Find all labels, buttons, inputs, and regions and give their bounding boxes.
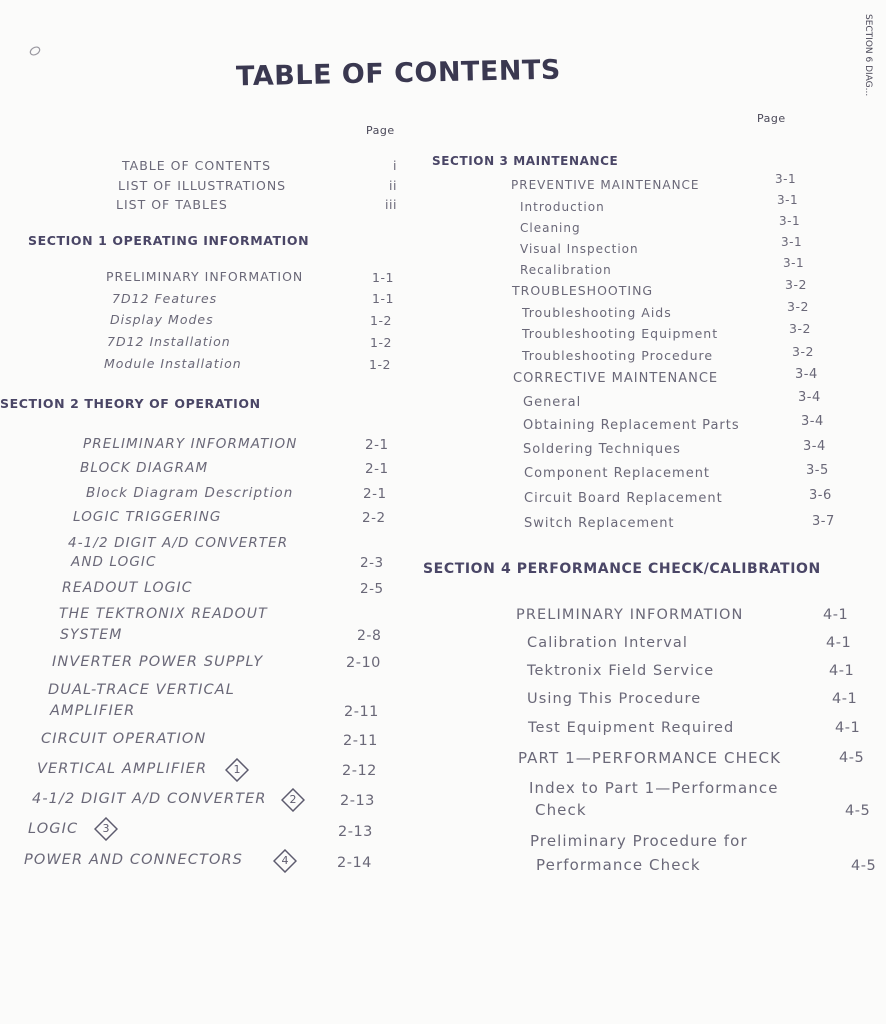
toc-entry-label: Cleaning	[520, 221, 581, 235]
toc-entry-label: General	[523, 395, 582, 410]
toc-entry-label: Module Installation	[104, 356, 242, 371]
page-column-header: Page	[366, 124, 395, 137]
toc-entry-label: Visual Inspection	[520, 242, 639, 256]
toc-entry-page: 3-2	[787, 299, 809, 314]
schematic-number-badge	[281, 788, 305, 812]
toc-entry-page: 3-1	[779, 214, 801, 228]
toc-entry-label: Preliminary Procedure for	[530, 832, 748, 850]
toc-entry-page: 2-11	[343, 733, 378, 749]
toc-entry-page: 4-1	[835, 720, 861, 736]
toc-entry-page: 4-5	[845, 803, 871, 819]
toc-entry-label: Switch Replacement	[524, 516, 675, 531]
toc-entry-page: 3-4	[795, 367, 818, 382]
toc-entry-label: 7D12 Installation	[107, 334, 231, 349]
toc-entry-label: 7D12 Features	[112, 291, 218, 306]
toc-entry-label-cont: Performance Check	[536, 856, 701, 874]
toc-entry-label: VERTICAL AMPLIFIER	[37, 761, 208, 777]
toc-entry-page: 2-1	[365, 437, 389, 453]
toc-entry-label: BLOCK DIAGRAM	[80, 460, 209, 476]
toc-entry-page: 2-10	[346, 655, 381, 671]
toc-entry-label: PRELIMINARY INFORMATION	[106, 269, 304, 284]
toc-entry-page: 2-14	[337, 855, 372, 871]
toc-entry-label: 4-1/2 DIGIT A/D CONVERTER	[68, 535, 289, 551]
badge-number: 4	[281, 854, 289, 867]
toc-entry-label: Index to Part 1—Performance	[529, 779, 779, 797]
section-4-heading: SECTION 4 PERFORMANCE CHECK/CALIBRATION	[423, 561, 821, 577]
toc-entry-page: 1-2	[370, 335, 392, 350]
toc-entry-page: 2-3	[360, 555, 384, 571]
toc-entry-label-cont: AMPLIFIER	[50, 703, 136, 719]
toc-entry-label: Display Modes	[110, 312, 214, 327]
toc-entry-label: Component Replacement	[524, 466, 711, 481]
toc-entry-page: 2-13	[338, 824, 373, 840]
section-3-heading: SECTION 3 MAINTENANCE	[432, 154, 619, 168]
toc-entry-label: Block Diagram Description	[86, 485, 294, 501]
toc-entry-label: CORRECTIVE MAINTENANCE	[513, 371, 719, 386]
schematic-number-badge	[225, 758, 249, 782]
pencil-mark	[28, 46, 42, 56]
toc-entry-page: i	[393, 158, 397, 173]
badge-number: 2	[289, 793, 297, 806]
toc-entry-page: 2-13	[340, 793, 375, 809]
toc-entry-label: PREVENTIVE MAINTENANCE	[511, 178, 700, 192]
toc-entry-label: LIST OF ILLUSTRATIONS	[118, 178, 287, 193]
toc-entry-page: 2-1	[365, 461, 389, 477]
toc-entry-page: 3-1	[783, 256, 805, 270]
toc-entry-page: iii	[385, 197, 397, 212]
toc-entry-page: 3-1	[777, 193, 799, 207]
toc-entry-page: 4-1	[829, 663, 855, 679]
page-column-header: Page	[757, 112, 786, 125]
toc-entry-page: 1-2	[370, 313, 392, 328]
toc-entry-label: Calibration Interval	[527, 635, 689, 651]
toc-entry-label: PRELIMINARY INFORMATION	[83, 436, 298, 452]
toc-entry-page: 3-1	[775, 172, 797, 186]
toc-entry-label: Troubleshooting Procedure	[522, 348, 714, 363]
toc-entry-page: 1-1	[372, 270, 394, 285]
toc-entry-label: Troubleshooting Equipment	[522, 326, 719, 341]
toc-entry-label: Soldering Techniques	[523, 442, 681, 457]
toc-entry-page: 2-11	[344, 704, 379, 720]
toc-entry-label: Troubleshooting Aids	[522, 305, 672, 320]
toc-entry-label: CIRCUIT OPERATION	[41, 731, 207, 747]
toc-entry-label: POWER AND CONNECTORS	[24, 852, 243, 868]
toc-entry-page: 3-2	[789, 321, 811, 336]
toc-entry-label: PRELIMINARY INFORMATION	[516, 607, 744, 623]
toc-entry-page: 3-2	[785, 277, 807, 292]
toc-entry-page: ii	[389, 178, 397, 193]
section-side-tab: SECTION 6 DIAG...	[863, 14, 873, 97]
toc-entry-page: 3-2	[792, 344, 814, 359]
toc-entry-page: 4-1	[826, 635, 852, 651]
toc-entry-page: 4-5	[839, 750, 865, 766]
toc-entry-label: LOGIC	[28, 821, 79, 837]
toc-entry-label-cont: Check	[535, 801, 587, 819]
toc-entry-label: Using This Procedure	[527, 691, 702, 707]
page-title: TABLE OF CONTENTS	[235, 54, 562, 93]
toc-entry-label: TROUBLESHOOTING	[512, 283, 654, 298]
toc-entry-page: 2-8	[357, 628, 382, 644]
schematic-number-badge	[94, 817, 118, 841]
toc-entry-page: 2-1	[363, 486, 387, 502]
badge-number: 1	[233, 763, 241, 776]
toc-entry-page: 4-1	[832, 691, 858, 707]
toc-entry-page: 3-5	[806, 463, 829, 478]
toc-entry-label: THE TEKTRONIX READOUT	[59, 606, 268, 622]
badge-number: 3	[102, 822, 110, 835]
toc-entry-label: Recalibration	[520, 263, 612, 277]
section-1-heading: SECTION 1 OPERATING INFORMATION	[28, 233, 310, 248]
schematic-number-badge	[273, 849, 297, 873]
toc-entry-page: 3-6	[809, 488, 832, 503]
toc-entry-page: 3-4	[798, 390, 821, 405]
toc-entry-label: LOGIC TRIGGERING	[73, 509, 222, 525]
toc-entry-label: 4-1/2 DIGIT A/D CONVERTER	[32, 791, 267, 807]
toc-entry-label: Circuit Board Replacement	[524, 491, 723, 506]
toc-entry-page: 2-2	[362, 510, 386, 526]
toc-entry-page: 1-2	[369, 357, 391, 372]
toc-entry-page: 2-5	[360, 581, 384, 597]
toc-entry-label: TABLE OF CONTENTS	[122, 158, 272, 173]
toc-entry-label: Introduction	[520, 200, 605, 214]
toc-entry-label: DUAL-TRACE VERTICAL	[48, 682, 235, 698]
toc-entry-page: 1-1	[372, 291, 394, 306]
toc-entry-label-cont: AND LOGIC	[71, 554, 157, 570]
toc-entry-page: 4-5	[851, 858, 877, 874]
toc-entry-page: 2-12	[342, 763, 377, 779]
toc-entry-label: PART 1—PERFORMANCE CHECK	[518, 749, 782, 767]
toc-entry-page: 3-4	[801, 414, 824, 429]
toc-entry-label: READOUT LOGIC	[62, 580, 193, 596]
section-2-heading: SECTION 2 THEORY OF OPERATION	[0, 396, 261, 411]
toc-entry-page: 3-1	[781, 235, 803, 249]
toc-entry-label: Test Equipment Required	[528, 720, 735, 736]
toc-entry-page: 3-4	[803, 439, 826, 454]
toc-entry-label: Tektronix Field Service	[527, 663, 715, 679]
toc-entry-label: LIST OF TABLES	[116, 197, 228, 212]
toc-entry-page: 3-7	[812, 514, 835, 529]
toc-entry-label: INVERTER POWER SUPPLY	[52, 654, 264, 670]
toc-entry-page: 4-1	[823, 607, 849, 623]
toc-entry-label-cont: SYSTEM	[60, 627, 123, 643]
toc-entry-label: Obtaining Replacement Parts	[523, 418, 740, 433]
